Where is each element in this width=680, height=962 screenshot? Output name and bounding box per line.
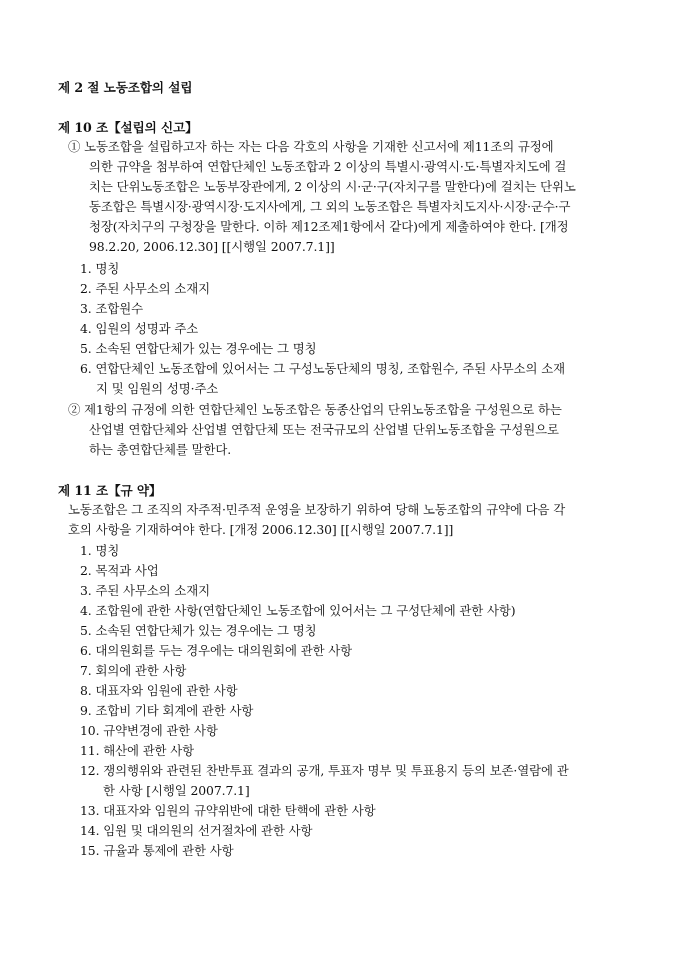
article-10-para2-line: 하는 총연합단체를 말한다. (89, 442, 232, 457)
article-10-para1-line: ① 노동조합을 설립하고자 하는 자는 다음 각호의 사항을 기재한 신고서에 제11조의 규정에 (68, 139, 554, 154)
article-10-item: 1. 명칭 (80, 261, 120, 276)
article-11-item: 8. 대표자와 임원에 관한 사항 (80, 683, 238, 698)
article-11-item: 4. 조합원에 관한 사항(연합단체인 노동조합에 있어서는 그 구성단체에 관한 사항) (80, 603, 516, 618)
article-10-para2-line: 산업별 연합단체와 산업별 연합단체 또는 전국규모의 산업별 단위노동조합을 구성원으로 (89, 422, 559, 437)
article-10-para1-line: 98.2.20, 2006.12.30] [[시행일 2007.7.1]] (89, 239, 335, 254)
article-11-item: 10. 규약변경에 관한 사항 (80, 723, 218, 738)
article-11-item: 15. 규율과 통제에 관한 사항 (80, 843, 234, 858)
article-11-item: 14. 임원 및 대의원의 선거절차에 관한 사항 (80, 823, 313, 838)
article-11-item: 2. 목적과 사업 (80, 563, 159, 578)
article-11-heading: 제 11 조【규 약】 (58, 483, 162, 498)
article-10-para1-line: 치는 단위노동조합은 노동부장관에게, 2 이상의 시·군·구(자치구를 말한다)에 걸치는 단위노 (89, 179, 576, 194)
article-11-item: 5. 소속된 연합단체가 있는 경우에는 그 명칭 (80, 623, 317, 638)
article-10-item: 6. 연합단체인 노동조합에 있어서는 그 구성노동단체의 명칭, 조합원수, 주된 사무소의 소재 (80, 361, 565, 376)
article-11-item: 7. 회의에 관한 사항 (80, 663, 187, 678)
article-11-item: 12. 쟁의행위와 관련된 찬반투표 결과의 공개, 투표자 명부 및 투표용지 등의 보존·열람에 관 (80, 763, 569, 778)
article-10-heading: 제 10 조【설립의 신고】 (58, 120, 198, 135)
article-10-para1-line: 의한 규약을 첨부하여 연합단체인 노동조합과 2 이상의 특별시·광역시·도·특별자치도에 걸 (89, 159, 567, 174)
section-title: 제 2 절 노동조합의 설립 (58, 80, 193, 95)
article-11-item: 13. 대표자와 임원의 규약위반에 대한 탄핵에 관한 사항 (80, 803, 376, 818)
article-10-item: 2. 주된 사무소의 소재지 (80, 281, 210, 296)
article-11-intro-line: 호의 사항을 기재하여야 한다. [개정 2006.12.30] [[시행일 2007.7.1]] (68, 522, 454, 537)
article-11-item-continued: 한 사항 [시행일 2007.7.1] (103, 783, 250, 798)
article-10-item: 4. 임원의 성명과 주소 (80, 321, 199, 336)
article-10-para2-line: ② 제1항의 규정에 의한 연합단체인 노동조합은 동종산업의 단위노동조합을 구성원으로 하는 (68, 402, 562, 417)
article-11-item: 6. 대의원회를 두는 경우에는 대의원회에 관한 사항 (80, 643, 353, 658)
article-10-item: 3. 조합원수 (80, 301, 143, 316)
article-11-item: 1. 명칭 (80, 543, 120, 558)
article-11-item: 3. 주된 사무소의 소재지 (80, 583, 210, 598)
article-10-item-continued: 지 및 임원의 성명·주소 (96, 381, 219, 396)
article-11-item: 11. 해산에 관한 사항 (80, 743, 195, 758)
article-11-intro-line: 노동조합은 그 조직의 자주적·민주적 운영을 보장하기 위하여 당해 노동조합의 규약에 다음 각 (68, 502, 566, 517)
article-11-item: 9. 조합비 기타 회계에 관한 사항 (80, 703, 254, 718)
article-10-item: 5. 소속된 연합단체가 있는 경우에는 그 명칭 (80, 341, 317, 356)
article-10-para1-line: 청장(자치구의 구청장을 말한다. 이하 제12조제1항에서 같다)에게 제출하여야 한다. [개정 (89, 219, 569, 234)
article-10-para1-line: 동조합은 특별시장·광역시장·도지사에게, 그 외의 노동조합은 특별자치도지사·시장·군수·구 (89, 199, 571, 214)
